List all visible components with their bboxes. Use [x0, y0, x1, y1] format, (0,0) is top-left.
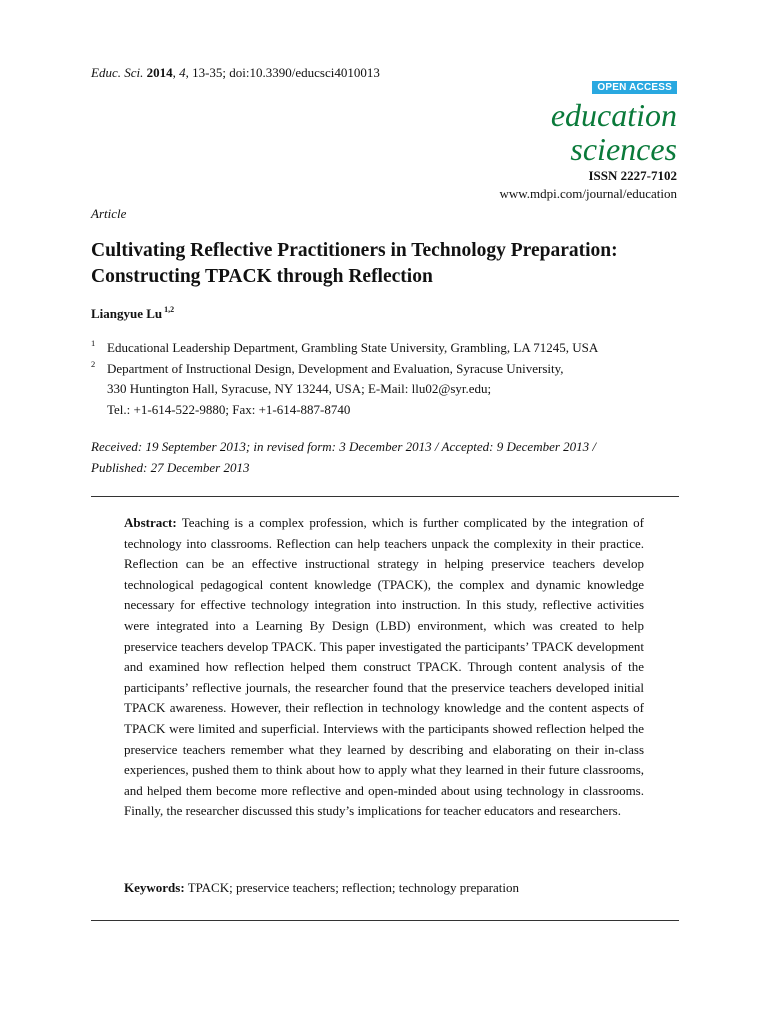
affiliation-number: 1 [91, 338, 96, 348]
issn: ISSN 2227-7102 [588, 168, 677, 183]
citation-pages-doi: , 13-35; doi:10.3390/educsci4010013 [185, 65, 380, 80]
affiliation-line: Tel.: +1-614-522-9880; Fax: +1-614-887-8740 [107, 401, 351, 417]
dates-line-2: Published: 27 December 2013 [91, 459, 250, 475]
author [91, 305, 174, 322]
affiliations [91, 338, 691, 420]
abstract-label: Abstract: [124, 515, 177, 530]
journal-name-line-2: sciences [570, 131, 677, 167]
affiliation-1 [91, 338, 691, 359]
paper-title [91, 238, 691, 290]
journal-logo [551, 98, 677, 166]
divider-bottom [91, 920, 679, 921]
publication-dates [91, 437, 681, 478]
affiliation-line: Department of Instructional Design, Development and Evaluation, Syracuse University, [107, 360, 564, 376]
keywords [124, 880, 644, 896]
affiliation-line: 330 Huntington Hall, Syracuse, NY 13244, USA; E-Mail: llu02@syr.edu; [107, 381, 492, 396]
author-affiliation-refs: 1,2 [164, 305, 175, 314]
journal-url[interactable]: www.mdpi.com/journal/education [499, 186, 677, 201]
journal-name-line-1: education [550, 97, 677, 133]
affiliation-number: 2 [91, 358, 96, 369]
citation-line: Educ. Sci. 2014, 4, 13-35; doi:10.3390/educsci4010013 [91, 65, 380, 80]
keywords-text: TPACK; preservice teachers; reflection; technology preparation [187, 880, 519, 895]
affiliation-2 [91, 359, 691, 421]
title-line-2: Constructing TPACK through Reflection [91, 266, 433, 287]
open-access-badge: OPEN ACCESS [592, 81, 677, 94]
dates-line-1: Received: 19 September 2013; in revised form: 3 December 2013 / Accepted: 9 December 2013 / [91, 439, 597, 454]
abstract-text: Teaching is a complex profession, which is further complicated by the integration of technology into classrooms. Reflection can help teachers unpack the complexity in their practice. Reflection can be an effective instructional strategy in helping preservice teachers develop technological pedagogical content knowledge (TPACK), the complex and dynamic knowledge necessary for effective technology integration into instruction. In this study, reflective activities were integrated into a Learning By Design (LBD) environment, which was created to help preservice teachers develop TPACK. This paper investigated the participants’ TPACK development and examined how reflection helped them construct TPACK. Through content analysis of the participants’ reflective journals, the researcher found that the preservice teachers developed initial TPACK awareness. However, their reflection in technology knowledge and the content aspects of TPACK were limited and superficial. Interviews with the participants showed reflection helped the preservice teachers remember what they learned by describing and elaborating on their in-class experiences, pushed them to think about how to apply what they learned in their future classrooms, and helped them become more reflective and open-minded about using technology in classrooms. Finally, the researcher discussed this study’s implications for teacher educators and researchers. [124, 515, 645, 819]
affiliation-line: Educational Leadership Department, Grambling State University, Grambling, LA 71245, USA [107, 340, 599, 355]
citation-volume: 4 [179, 65, 186, 80]
title-line-1: Cultivating Reflective Practitioners in Technology Preparation: [91, 240, 618, 261]
article-type: Article [91, 206, 127, 221]
divider-top [91, 496, 679, 497]
abstract [124, 513, 644, 822]
journal-abbreviation: Educ. Sci. [91, 65, 144, 80]
citation-year: 2014 [146, 65, 173, 80]
keywords-label: Keywords: [124, 880, 185, 895]
author-name: Liangyue Lu [91, 306, 163, 321]
